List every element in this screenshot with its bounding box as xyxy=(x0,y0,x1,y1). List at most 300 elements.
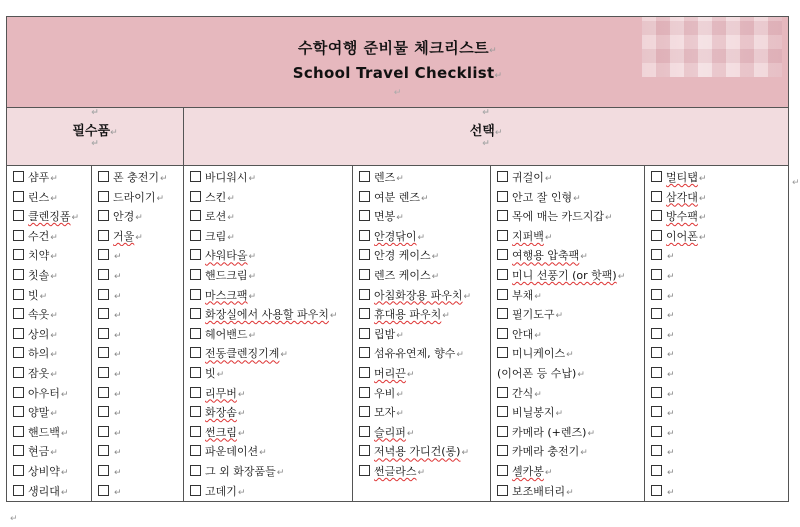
checklist-item xyxy=(497,423,644,443)
paragraph-mark: ↵ xyxy=(114,389,122,400)
checklist-item-label: 안경 케이스 xyxy=(374,249,431,263)
checklist-item-label: 마스크팩 xyxy=(205,288,248,302)
paragraph-mark: ↵ xyxy=(60,467,69,478)
paragraph-mark: ↵ xyxy=(50,311,58,322)
checkbox[interactable] xyxy=(651,426,662,437)
checklist-item xyxy=(497,266,644,286)
checklist-item-label: 클렌징폼 xyxy=(28,210,71,224)
paragraph-mark: ↵ xyxy=(667,428,675,439)
title-cell xyxy=(7,17,789,108)
paragraph-mark: ↵ xyxy=(50,174,58,184)
checklist-item xyxy=(13,188,91,208)
paragraph-mark: ↵ xyxy=(667,291,675,302)
checkbox[interactable] xyxy=(651,445,662,456)
checklist-item xyxy=(98,364,183,384)
checkbox[interactable] xyxy=(359,387,370,398)
checkbox[interactable] xyxy=(359,230,370,241)
checkbox[interactable] xyxy=(98,485,109,496)
checkbox[interactable] xyxy=(98,230,109,241)
checkbox[interactable] xyxy=(359,171,370,182)
checklist-item xyxy=(651,168,788,188)
checklist-item-label: 칫솔 xyxy=(28,268,50,282)
checkbox[interactable] xyxy=(651,289,662,300)
checkbox[interactable] xyxy=(359,445,370,456)
checklist-item-label: 상비약 xyxy=(28,464,60,478)
checklist-item-label: 고데기 xyxy=(205,484,237,498)
paragraph-mark: ↵ xyxy=(555,409,564,420)
checklist-item-label: 미니케이스 xyxy=(512,347,566,361)
paragraph-mark: ↵ xyxy=(50,369,58,380)
checklist-item xyxy=(497,188,644,208)
checklist-table xyxy=(6,16,789,502)
paragraph-mark: ↵ xyxy=(698,174,707,184)
checkbox[interactable] xyxy=(13,485,24,496)
paragraph-mark: ↵ xyxy=(50,252,58,263)
checklist-item xyxy=(497,364,644,384)
checklist-item-label: 모자 xyxy=(374,406,396,420)
checkbox[interactable] xyxy=(651,191,662,202)
paragraph-mark: ↵ xyxy=(276,467,285,478)
checkbox[interactable] xyxy=(98,269,109,280)
paragraph-mark: ↵ xyxy=(667,409,675,420)
paragraph-mark: ↵ xyxy=(60,389,69,400)
checklist-item xyxy=(13,384,91,404)
paragraph-mark: ↵ xyxy=(534,389,542,400)
checkbox[interactable] xyxy=(651,171,662,182)
checkbox[interactable] xyxy=(13,210,24,221)
checklist-item-label: 빗 xyxy=(205,366,216,380)
checklist-item xyxy=(190,227,352,247)
checklist-item xyxy=(497,344,644,364)
checkbox[interactable] xyxy=(98,367,109,378)
checklist-item-label: 바디워시 xyxy=(205,171,248,184)
paragraph-mark: ↵ xyxy=(667,389,675,400)
checklist-item xyxy=(359,364,490,384)
checkbox[interactable] xyxy=(359,191,370,202)
checklist-item xyxy=(98,442,183,462)
paragraph-mark: ↵ xyxy=(71,213,80,224)
paragraph-mark: ↵ xyxy=(50,409,58,420)
checklist-item xyxy=(359,168,490,188)
checklist-item-label: 카메라 (+렌즈) xyxy=(512,425,587,439)
checkbox[interactable] xyxy=(651,347,662,358)
checklist-item xyxy=(190,403,352,423)
checklist-item xyxy=(651,305,788,325)
paragraph-mark: ↵ xyxy=(216,369,225,380)
checkbox[interactable] xyxy=(497,465,508,476)
checkbox[interactable] xyxy=(190,406,201,417)
checkbox[interactable] xyxy=(13,191,24,202)
checklist-item-label: 하의 xyxy=(28,347,50,361)
checkbox[interactable] xyxy=(190,328,201,339)
checkbox[interactable] xyxy=(190,171,201,182)
checklist-item xyxy=(497,403,644,423)
checkbox[interactable] xyxy=(98,465,109,476)
checkbox[interactable] xyxy=(98,387,109,398)
checkbox[interactable] xyxy=(497,406,508,417)
checkbox[interactable] xyxy=(13,465,24,476)
checklist-item xyxy=(98,384,183,404)
paragraph-mark: ↵ xyxy=(91,139,99,149)
paragraph-mark: ↵ xyxy=(667,369,675,380)
paragraph-mark: ↵ xyxy=(456,350,464,361)
checklist-item xyxy=(651,188,788,208)
paragraph-mark: ↵ xyxy=(114,448,122,459)
checkbox[interactable] xyxy=(13,445,24,456)
redacted-blur-region xyxy=(642,17,782,77)
checkbox[interactable] xyxy=(359,249,370,260)
checklist-item xyxy=(13,227,91,247)
paragraph-mark: ↵ xyxy=(534,330,542,341)
paragraph-mark: ↵ xyxy=(50,448,58,459)
checkbox[interactable] xyxy=(13,171,24,182)
title-korean: 수학여행 준비물 체크리스트↵ xyxy=(297,39,498,57)
checklist-item xyxy=(497,482,644,502)
checkbox[interactable] xyxy=(13,230,24,241)
checkbox[interactable] xyxy=(13,347,24,358)
paragraph-mark: ↵ xyxy=(393,88,402,98)
paragraph-mark: ↵ xyxy=(417,232,426,243)
paragraph-mark: ↵ xyxy=(237,428,246,439)
checkbox[interactable] xyxy=(359,426,370,437)
checklist-item-label: 필기도구 xyxy=(512,308,555,322)
paragraph-mark: ↵ xyxy=(544,467,553,478)
checklist-item xyxy=(98,266,183,286)
checkbox[interactable] xyxy=(497,485,508,496)
column-optional-3 xyxy=(491,166,645,502)
checklist-item-label: 상의 xyxy=(28,327,50,341)
checklist-item xyxy=(359,384,490,404)
checkbox[interactable] xyxy=(13,387,24,398)
paragraph-mark: ↵ xyxy=(114,350,122,361)
checklist-item-label: 렌즈 케이스 xyxy=(374,268,431,282)
checkbox[interactable] xyxy=(190,445,201,456)
checklist-item-label: 안고 잘 인형 xyxy=(512,190,573,204)
paragraph-mark: ↵ xyxy=(237,487,246,498)
checklist-item-label: 생리대 xyxy=(28,484,60,498)
paragraph-mark: ↵ xyxy=(544,232,553,243)
checklist-item-label: 아우터 xyxy=(28,386,60,400)
paragraph-mark: ↵ xyxy=(463,291,472,302)
checklist-item-label: 휴대용 파우치 xyxy=(374,308,442,322)
checkbox[interactable] xyxy=(497,230,508,241)
checklist-item xyxy=(359,188,490,208)
checklist-item xyxy=(651,462,788,482)
checkbox[interactable] xyxy=(359,289,370,300)
checklist-item-label: 수건 xyxy=(28,229,50,243)
checklist-item-label: 렌즈 xyxy=(374,171,396,184)
checkbox[interactable] xyxy=(651,485,662,496)
checklist-item xyxy=(13,325,91,345)
paragraph-mark: ↵ xyxy=(114,291,122,302)
checklist-item-label: 전동클렌징기계 xyxy=(205,347,280,361)
checklist-item xyxy=(190,384,352,404)
checklist-item xyxy=(98,344,183,364)
paragraph-mark: ↵ xyxy=(566,487,574,498)
checklist-item xyxy=(190,423,352,443)
checklist-item xyxy=(359,227,490,247)
checkbox[interactable] xyxy=(190,289,201,300)
checkbox[interactable] xyxy=(359,347,370,358)
checklist-item-label: 스킨 xyxy=(205,190,227,204)
paragraph-mark: ↵ xyxy=(114,330,122,341)
checklist-item xyxy=(13,442,91,462)
checkbox[interactable] xyxy=(651,249,662,260)
checklist-item xyxy=(190,188,352,208)
paragraph-mark: ↵ xyxy=(114,428,122,439)
paragraph-mark: ↵ xyxy=(421,193,429,204)
checklist-item-label: 그 외 화장품들 xyxy=(205,464,276,478)
checkbox[interactable] xyxy=(497,210,508,221)
checkbox[interactable] xyxy=(651,269,662,280)
checklist-item xyxy=(190,482,352,502)
checklist-item-label: 보조배터리 xyxy=(512,484,566,498)
checklist-item-label: 썬크림 xyxy=(205,425,237,439)
checkbox[interactable] xyxy=(13,269,24,280)
paragraph-mark: ↵ xyxy=(580,448,588,459)
paragraph-mark: ↵ xyxy=(248,330,257,341)
checkbox[interactable] xyxy=(359,367,370,378)
checkbox[interactable] xyxy=(190,465,201,476)
paragraph-mark: ↵ xyxy=(156,193,165,204)
checklist-item xyxy=(13,246,91,266)
checkbox[interactable] xyxy=(651,210,662,221)
checklist-item-label: 빗 xyxy=(28,288,39,302)
checkbox[interactable] xyxy=(190,249,201,260)
checklist-item xyxy=(651,227,788,247)
checklist-item-label: 삼각대 xyxy=(666,190,698,204)
checklist-item xyxy=(98,305,183,325)
checklist-item xyxy=(497,325,644,345)
checklist-item xyxy=(359,423,490,443)
checklist-item-label: 린스 xyxy=(28,190,50,204)
checkbox[interactable] xyxy=(359,406,370,417)
checklist-item xyxy=(497,207,644,227)
checkbox[interactable] xyxy=(651,230,662,241)
checklist-item-label: 지퍼백 xyxy=(512,229,544,243)
checkbox[interactable] xyxy=(497,387,508,398)
checklist-item xyxy=(651,246,788,266)
checkbox[interactable] xyxy=(13,406,24,417)
checkbox[interactable] xyxy=(651,328,662,339)
paragraph-mark: ↵ xyxy=(417,467,426,478)
checkbox[interactable] xyxy=(651,387,662,398)
paragraph-mark: ↵ xyxy=(667,252,675,263)
checklist-item xyxy=(359,246,490,266)
paragraph-mark: ↵ xyxy=(248,271,257,282)
paragraph-mark: ↵ xyxy=(50,232,58,243)
checklist-item-label: 크림 xyxy=(205,229,227,243)
checkbox[interactable] xyxy=(98,406,109,417)
checklist-item xyxy=(359,207,490,227)
paragraph-mark: ↵ xyxy=(329,311,338,322)
checklist-item xyxy=(190,305,352,325)
checklist-item xyxy=(98,462,183,482)
checklist-item-label: 속옷 xyxy=(28,308,50,322)
column-required-2 xyxy=(92,166,184,502)
checkbox[interactable] xyxy=(497,426,508,437)
paragraph-mark: ↵ xyxy=(573,193,581,204)
checklist-item-label: 안경 xyxy=(113,210,135,224)
checklist-item xyxy=(497,168,644,188)
checkbox[interactable] xyxy=(651,406,662,417)
checkbox[interactable] xyxy=(497,445,508,456)
checkbox[interactable] xyxy=(190,191,201,202)
checkbox[interactable] xyxy=(190,426,201,437)
checkbox[interactable] xyxy=(190,230,201,241)
checkbox[interactable] xyxy=(13,328,24,339)
paragraph-mark: ↵ xyxy=(227,232,235,243)
checkbox[interactable] xyxy=(497,269,508,280)
checklist-item-label: 슬리퍼 xyxy=(374,425,406,439)
paragraph-mark: ↵ xyxy=(698,193,707,204)
paragraph-mark: ↵ xyxy=(406,369,415,380)
checklist-item-label: (이어폰 등 수납) xyxy=(497,366,577,380)
paragraph-mark: ↵ xyxy=(114,409,122,420)
paragraph-mark: ↵ xyxy=(555,311,564,322)
checkbox[interactable] xyxy=(497,171,508,182)
checklist-item xyxy=(190,246,352,266)
checklist-item-label: 면봉 xyxy=(374,210,396,224)
checkbox[interactable] xyxy=(98,171,109,182)
paragraph-mark: ↵ xyxy=(396,174,404,184)
paragraph-mark: ↵ xyxy=(50,350,58,361)
checklist-item xyxy=(190,207,352,227)
paragraph-mark: ↵ xyxy=(135,213,143,224)
paragraph-mark: ↵ xyxy=(544,174,553,184)
paragraph-mark: ↵ xyxy=(605,213,613,224)
checkbox[interactable] xyxy=(98,328,109,339)
checkbox[interactable] xyxy=(497,347,508,358)
checklist-item xyxy=(190,442,352,462)
column-required-1 xyxy=(7,166,92,502)
paragraph-mark: ↵ xyxy=(280,350,288,361)
checkbox[interactable] xyxy=(190,210,201,221)
checklist-item xyxy=(13,482,91,502)
checklist-item xyxy=(359,403,490,423)
checklist-item-label: 귀걸이 xyxy=(512,171,544,184)
checklist-item xyxy=(651,266,788,286)
checkbox[interactable] xyxy=(190,387,201,398)
checkbox[interactable] xyxy=(13,249,24,260)
paragraph-mark: ↵ xyxy=(580,252,588,263)
checkbox[interactable] xyxy=(497,328,508,339)
checkbox[interactable] xyxy=(190,269,201,280)
paragraph-mark: ↵ xyxy=(237,409,246,420)
checklist-item-label: 목에 매는 카드지갑 xyxy=(512,210,605,224)
paragraph-mark: ↵ xyxy=(248,291,257,302)
checklist-item xyxy=(359,344,490,364)
paragraph-mark: ↵ xyxy=(667,271,675,282)
checklist-item-label: 립밤 xyxy=(374,327,396,341)
checklist-item-label: 멀티탭 xyxy=(666,171,698,184)
paragraph-mark: ↵ xyxy=(114,467,122,478)
checkbox[interactable] xyxy=(13,426,24,437)
checkbox[interactable] xyxy=(497,289,508,300)
checklist-item xyxy=(651,423,788,443)
checkbox[interactable] xyxy=(359,465,370,476)
checklist-item-label: 부채 xyxy=(512,288,534,302)
checkbox[interactable] xyxy=(98,289,109,300)
checklist-item-label: 현금 xyxy=(28,445,50,459)
paragraph-mark: ↵ xyxy=(667,448,675,459)
checkbox[interactable] xyxy=(98,347,109,358)
paragraph-mark: ↵ xyxy=(698,213,707,224)
paragraph-mark: ↵ xyxy=(114,487,122,498)
title-english: School Travel Checklist↵ xyxy=(292,64,503,82)
checklist-item xyxy=(98,168,183,188)
checklist-item xyxy=(98,227,183,247)
checklist-item xyxy=(98,188,183,208)
checkbox[interactable] xyxy=(359,269,370,280)
checkbox[interactable] xyxy=(98,191,109,202)
paragraph-mark: ↵ xyxy=(482,139,490,149)
checkbox[interactable] xyxy=(98,426,109,437)
paragraph-mark: ↵ xyxy=(667,467,675,478)
checklist-item-label: 카메라 충전기 xyxy=(512,445,580,459)
checkbox[interactable] xyxy=(651,465,662,476)
checkbox[interactable] xyxy=(651,367,662,378)
paragraph-mark: ↵ xyxy=(60,487,69,498)
checklist-item xyxy=(651,482,788,502)
checkbox[interactable] xyxy=(190,367,201,378)
checkbox[interactable] xyxy=(13,367,24,378)
checkbox[interactable] xyxy=(13,308,24,319)
checkbox[interactable] xyxy=(497,308,508,319)
checkbox[interactable] xyxy=(98,210,109,221)
checkbox[interactable] xyxy=(190,485,201,496)
paragraph-mark: ↵ xyxy=(587,428,595,439)
checkbox[interactable] xyxy=(497,249,508,260)
checklist-item-label: 머리끈 xyxy=(374,366,406,380)
checklist-item xyxy=(651,364,788,384)
checkbox[interactable] xyxy=(651,308,662,319)
header-optional: 선택 xyxy=(469,124,495,139)
checkbox[interactable] xyxy=(497,191,508,202)
paragraph-mark: ↵ xyxy=(227,213,235,224)
checkbox[interactable] xyxy=(359,328,370,339)
checklist-item xyxy=(497,227,644,247)
paragraph-mark: ↵ xyxy=(114,271,122,282)
checklist-item-label: 폰 충전기 xyxy=(113,171,160,184)
checkbox[interactable] xyxy=(359,210,370,221)
checklist-item xyxy=(359,325,490,345)
checklist-item-label: 비닐봉지 xyxy=(512,406,555,420)
checklist-item xyxy=(651,344,788,364)
checkbox[interactable] xyxy=(359,308,370,319)
checklist-item xyxy=(13,423,91,443)
checklist-item xyxy=(98,423,183,443)
checklist-item-label: 치약 xyxy=(28,249,50,263)
checklist-item-label: 저녁용 가디건(롱) xyxy=(374,445,461,459)
checklist-item-label: 샤워타올 xyxy=(205,249,248,263)
checkbox[interactable] xyxy=(190,308,201,319)
paragraph-mark: ↵ xyxy=(667,311,675,322)
checkbox[interactable] xyxy=(190,347,201,358)
paragraph-mark: ↵ xyxy=(566,350,574,361)
column-optional-1 xyxy=(184,166,353,502)
checklist-item xyxy=(13,305,91,325)
checklist-item xyxy=(651,286,788,306)
header-required: 필수품 xyxy=(72,124,111,139)
checkbox[interactable] xyxy=(13,289,24,300)
checkbox[interactable] xyxy=(98,308,109,319)
header-optional-cell: ↵ 선택↵ ↵ xyxy=(184,108,789,166)
checklist-item-label: 안경닦이 xyxy=(374,229,417,243)
checkbox[interactable] xyxy=(98,249,109,260)
checkbox[interactable] xyxy=(98,445,109,456)
checklist-item-label: 여분 렌즈 xyxy=(374,190,421,204)
